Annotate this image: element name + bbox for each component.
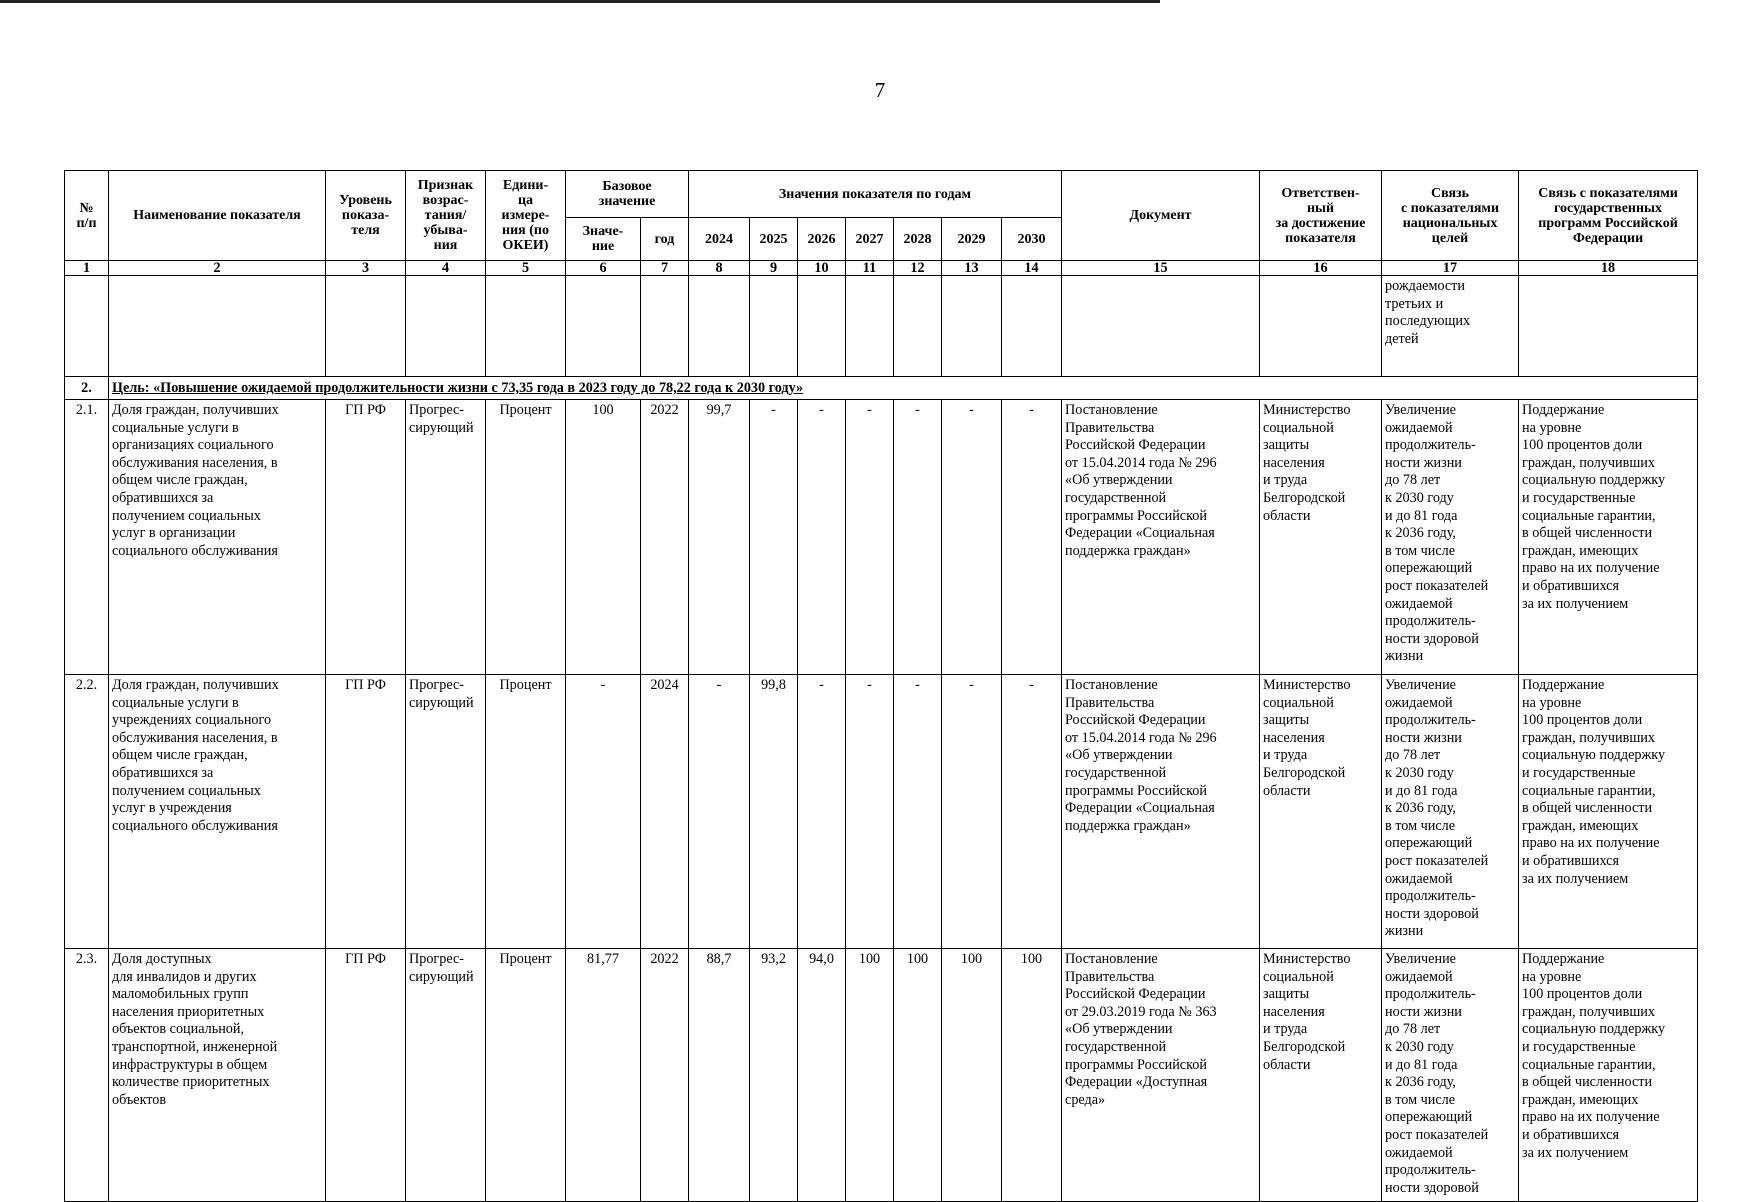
national-goal-link: Увеличение ожидаемой продолжитель- ности жизни до 78 лет к 2030 году и до 81 года к 2036 году, в том числе опережающий рост показателей ожидаемой продолжитель- ности здоровой <box>1382 949 1519 1202</box>
page-number: 7 <box>874 78 886 102</box>
indicator-unit: Процент <box>486 675 566 949</box>
header-level: Уровень показа- теля <box>326 171 406 261</box>
row-num: 2.3. <box>65 949 109 1202</box>
base-value: 81,77 <box>566 949 641 1202</box>
empty-cell <box>798 276 846 377</box>
state-program-link: Поддержание на уровне 100 процентов доли граждан, получивших социальную поддержку и государственные социальные гарантии, в общей численности граждан, имеющих право на их получение и обратившихся за их получением <box>1519 675 1698 949</box>
year-value: - <box>894 675 942 949</box>
table-row <box>65 949 1698 1202</box>
document-ref: Постановление Правительства Российской Федерации от 29.03.2019 года № 363 «Об утверждении государственной программы Российской Федерации «Доступная среда» <box>1062 949 1260 1202</box>
column-number: 12 <box>894 261 942 276</box>
year-value: 100 <box>894 949 942 1202</box>
empty-cell <box>109 276 326 377</box>
column-number: 3 <box>326 261 406 276</box>
base-year: 2022 <box>641 949 689 1202</box>
national-goal-link: Увеличение ожидаемой продолжитель- ности жизни до 78 лет к 2030 году и до 81 года к 2036 году, в том числе опережающий рост показателей ожидаемой продолжитель- ности здоровой жизни <box>1382 675 1519 949</box>
header-base-year: год <box>641 218 689 261</box>
year-value: 93,2 <box>750 949 798 1202</box>
column-number: 11 <box>846 261 894 276</box>
empty-cell <box>65 276 109 377</box>
indicator-level: ГП РФ <box>326 949 406 1202</box>
column-number-row <box>65 261 1698 276</box>
header-years-group: Значения показателя по годам <box>689 171 1062 218</box>
national-goal-link: Увеличение ожидаемой продолжитель- ности жизни до 78 лет к 2030 году и до 81 года к 2036 году, в том числе опережающий рост показателей ожидаемой продолжитель- ности здоровой жизни <box>1382 400 1519 675</box>
table-row <box>65 400 1698 675</box>
header-document: Документ <box>1062 171 1260 261</box>
header-national-link: Связь с показателями национальных целей <box>1382 171 1519 261</box>
table-row <box>65 675 1698 949</box>
empty-cell <box>1519 276 1698 377</box>
indicator-trend: Прогрес- сирующий <box>406 400 486 675</box>
column-number: 17 <box>1382 261 1519 276</box>
indicator-trend: Прогрес- сирующий <box>406 949 486 1202</box>
year-value: - <box>689 675 750 949</box>
header-base-value: Значе- ние <box>566 218 641 261</box>
header-responsible: Ответствен- ный за достижение показателя <box>1260 171 1382 261</box>
state-program-link: Поддержание на уровне 100 процентов доли граждан, получивших социальную поддержку и государственные социальные гарантии, в общей численности граждан, имеющих право на их получение и обратившихся за их получением <box>1519 400 1698 675</box>
header-year: 2027 <box>846 218 894 261</box>
header-year: 2030 <box>1002 218 1062 261</box>
year-value: 100 <box>942 949 1002 1202</box>
year-value: - <box>1002 400 1062 675</box>
year-value: - <box>798 675 846 949</box>
document-ref: Постановление Правительства Российской Федерации от 15.04.2014 года № 296 «Об утверждении государственной программы Российской Федерации «Социальная поддержка граждан» <box>1062 675 1260 949</box>
empty-cell <box>1002 276 1062 377</box>
empty-cell <box>641 276 689 377</box>
indicator-level: ГП РФ <box>326 400 406 675</box>
indicator-name: Доля доступных для инвалидов и других маломобильных групп населения приоритетных объектов социальной, транспортной, инженерной инфраструктуры в общем количестве приоритетных объектов <box>109 949 326 1202</box>
column-number: 16 <box>1260 261 1382 276</box>
year-value: - <box>942 400 1002 675</box>
responsible-body: Министерство социальной защиты населения и труда Белгородской области <box>1260 675 1382 949</box>
column-number: 14 <box>1002 261 1062 276</box>
year-value: - <box>1002 675 1062 949</box>
header-year: 2025 <box>750 218 798 261</box>
empty-cell <box>846 276 894 377</box>
header-num: № п/п <box>65 171 109 261</box>
year-value: 99,7 <box>689 400 750 675</box>
responsible-body: Министерство социальной защиты населения и труда Белгородской области <box>1260 400 1382 675</box>
year-value: - <box>846 675 894 949</box>
goal-text: Цель: «Повышение ожидаемой продолжительности жизни с 73,35 года в 2023 году до 78,22 года к 2030 году» <box>109 377 1698 400</box>
header-year: 2029 <box>942 218 1002 261</box>
header-base-group: Базовое значение <box>566 171 689 218</box>
column-number: 9 <box>750 261 798 276</box>
base-value: 100 <box>566 400 641 675</box>
responsible-body: Министерство социальной защиты населения и труда Белгородской области <box>1260 949 1382 1202</box>
empty-cell <box>1260 276 1382 377</box>
column-number: 15 <box>1062 261 1260 276</box>
indicators-table <box>64 170 1698 1202</box>
column-number: 2 <box>109 261 326 276</box>
header-year: 2024 <box>689 218 750 261</box>
year-value: 88,7 <box>689 949 750 1202</box>
year-value: 100 <box>1002 949 1062 1202</box>
empty-cell <box>894 276 942 377</box>
year-value: - <box>894 400 942 675</box>
empty-cell <box>1062 276 1260 377</box>
top-scan-line <box>0 0 1160 3</box>
empty-cell <box>750 276 798 377</box>
header-row-1 <box>65 171 1698 218</box>
document-ref: Постановление Правительства Российской Федерации от 15.04.2014 года № 296 «Об утверждении государственной программы Российской Федерации «Социальная поддержка граждан» <box>1062 400 1260 675</box>
header-unit: Едини- ца измере- ния (по ОКЕИ) <box>486 171 566 261</box>
base-year: 2022 <box>641 400 689 675</box>
column-number: 8 <box>689 261 750 276</box>
column-number: 6 <box>566 261 641 276</box>
header-year: 2028 <box>894 218 942 261</box>
column-number: 7 <box>641 261 689 276</box>
goal-number: 2. <box>65 377 109 400</box>
indicator-trend: Прогрес- сирующий <box>406 675 486 949</box>
indicator-name: Доля граждан, получивших социальные услуги в учреждениях социального обслуживания населения, в общем числе граждан, обратившихся за получением социальных услуг в учреждения социального обслуживания <box>109 675 326 949</box>
empty-cell <box>566 276 641 377</box>
base-value: - <box>566 675 641 949</box>
empty-cell <box>406 276 486 377</box>
year-value: - <box>846 400 894 675</box>
empty-cell <box>326 276 406 377</box>
column-number: 18 <box>1519 261 1698 276</box>
year-value: 94,0 <box>798 949 846 1202</box>
indicator-unit: Процент <box>486 400 566 675</box>
indicator-name: Доля граждан, получивших социальные услуги в организациях социального обслуживания населения, в общем числе граждан, обратившихся за получением социальных услуг в организации социального обслуживания <box>109 400 326 675</box>
indicator-unit: Процент <box>486 949 566 1202</box>
header-year: 2026 <box>798 218 846 261</box>
column-number: 13 <box>942 261 1002 276</box>
column-number: 1 <box>65 261 109 276</box>
goal-row <box>65 377 1698 400</box>
column-number: 4 <box>406 261 486 276</box>
year-value: 100 <box>846 949 894 1202</box>
base-year: 2024 <box>641 675 689 949</box>
continuation-row <box>65 276 1698 377</box>
year-value: - <box>750 400 798 675</box>
empty-cell <box>689 276 750 377</box>
column-number: 10 <box>798 261 846 276</box>
year-value: - <box>798 400 846 675</box>
header-name: Наименование показателя <box>109 171 326 261</box>
year-value: 99,8 <box>750 675 798 949</box>
continuation-national-link: рождаемости третьих и последующих детей <box>1382 276 1519 377</box>
column-number: 5 <box>486 261 566 276</box>
header-trend: Признак возрас- тания/ убыва- ния <box>406 171 486 261</box>
state-program-link: Поддержание на уровне 100 процентов доли граждан, получивших социальную поддержку и государственные социальные гарантии, в общей численности граждан, имеющих право на их получение и обратившихся за их получением <box>1519 949 1698 1202</box>
row-num: 2.1. <box>65 400 109 675</box>
row-num: 2.2. <box>65 675 109 949</box>
header-state-link: Связь с показателями государственных программ Российской Федерации <box>1519 171 1698 261</box>
year-value: - <box>942 675 1002 949</box>
indicator-level: ГП РФ <box>326 675 406 949</box>
empty-cell <box>942 276 1002 377</box>
empty-cell <box>486 276 566 377</box>
